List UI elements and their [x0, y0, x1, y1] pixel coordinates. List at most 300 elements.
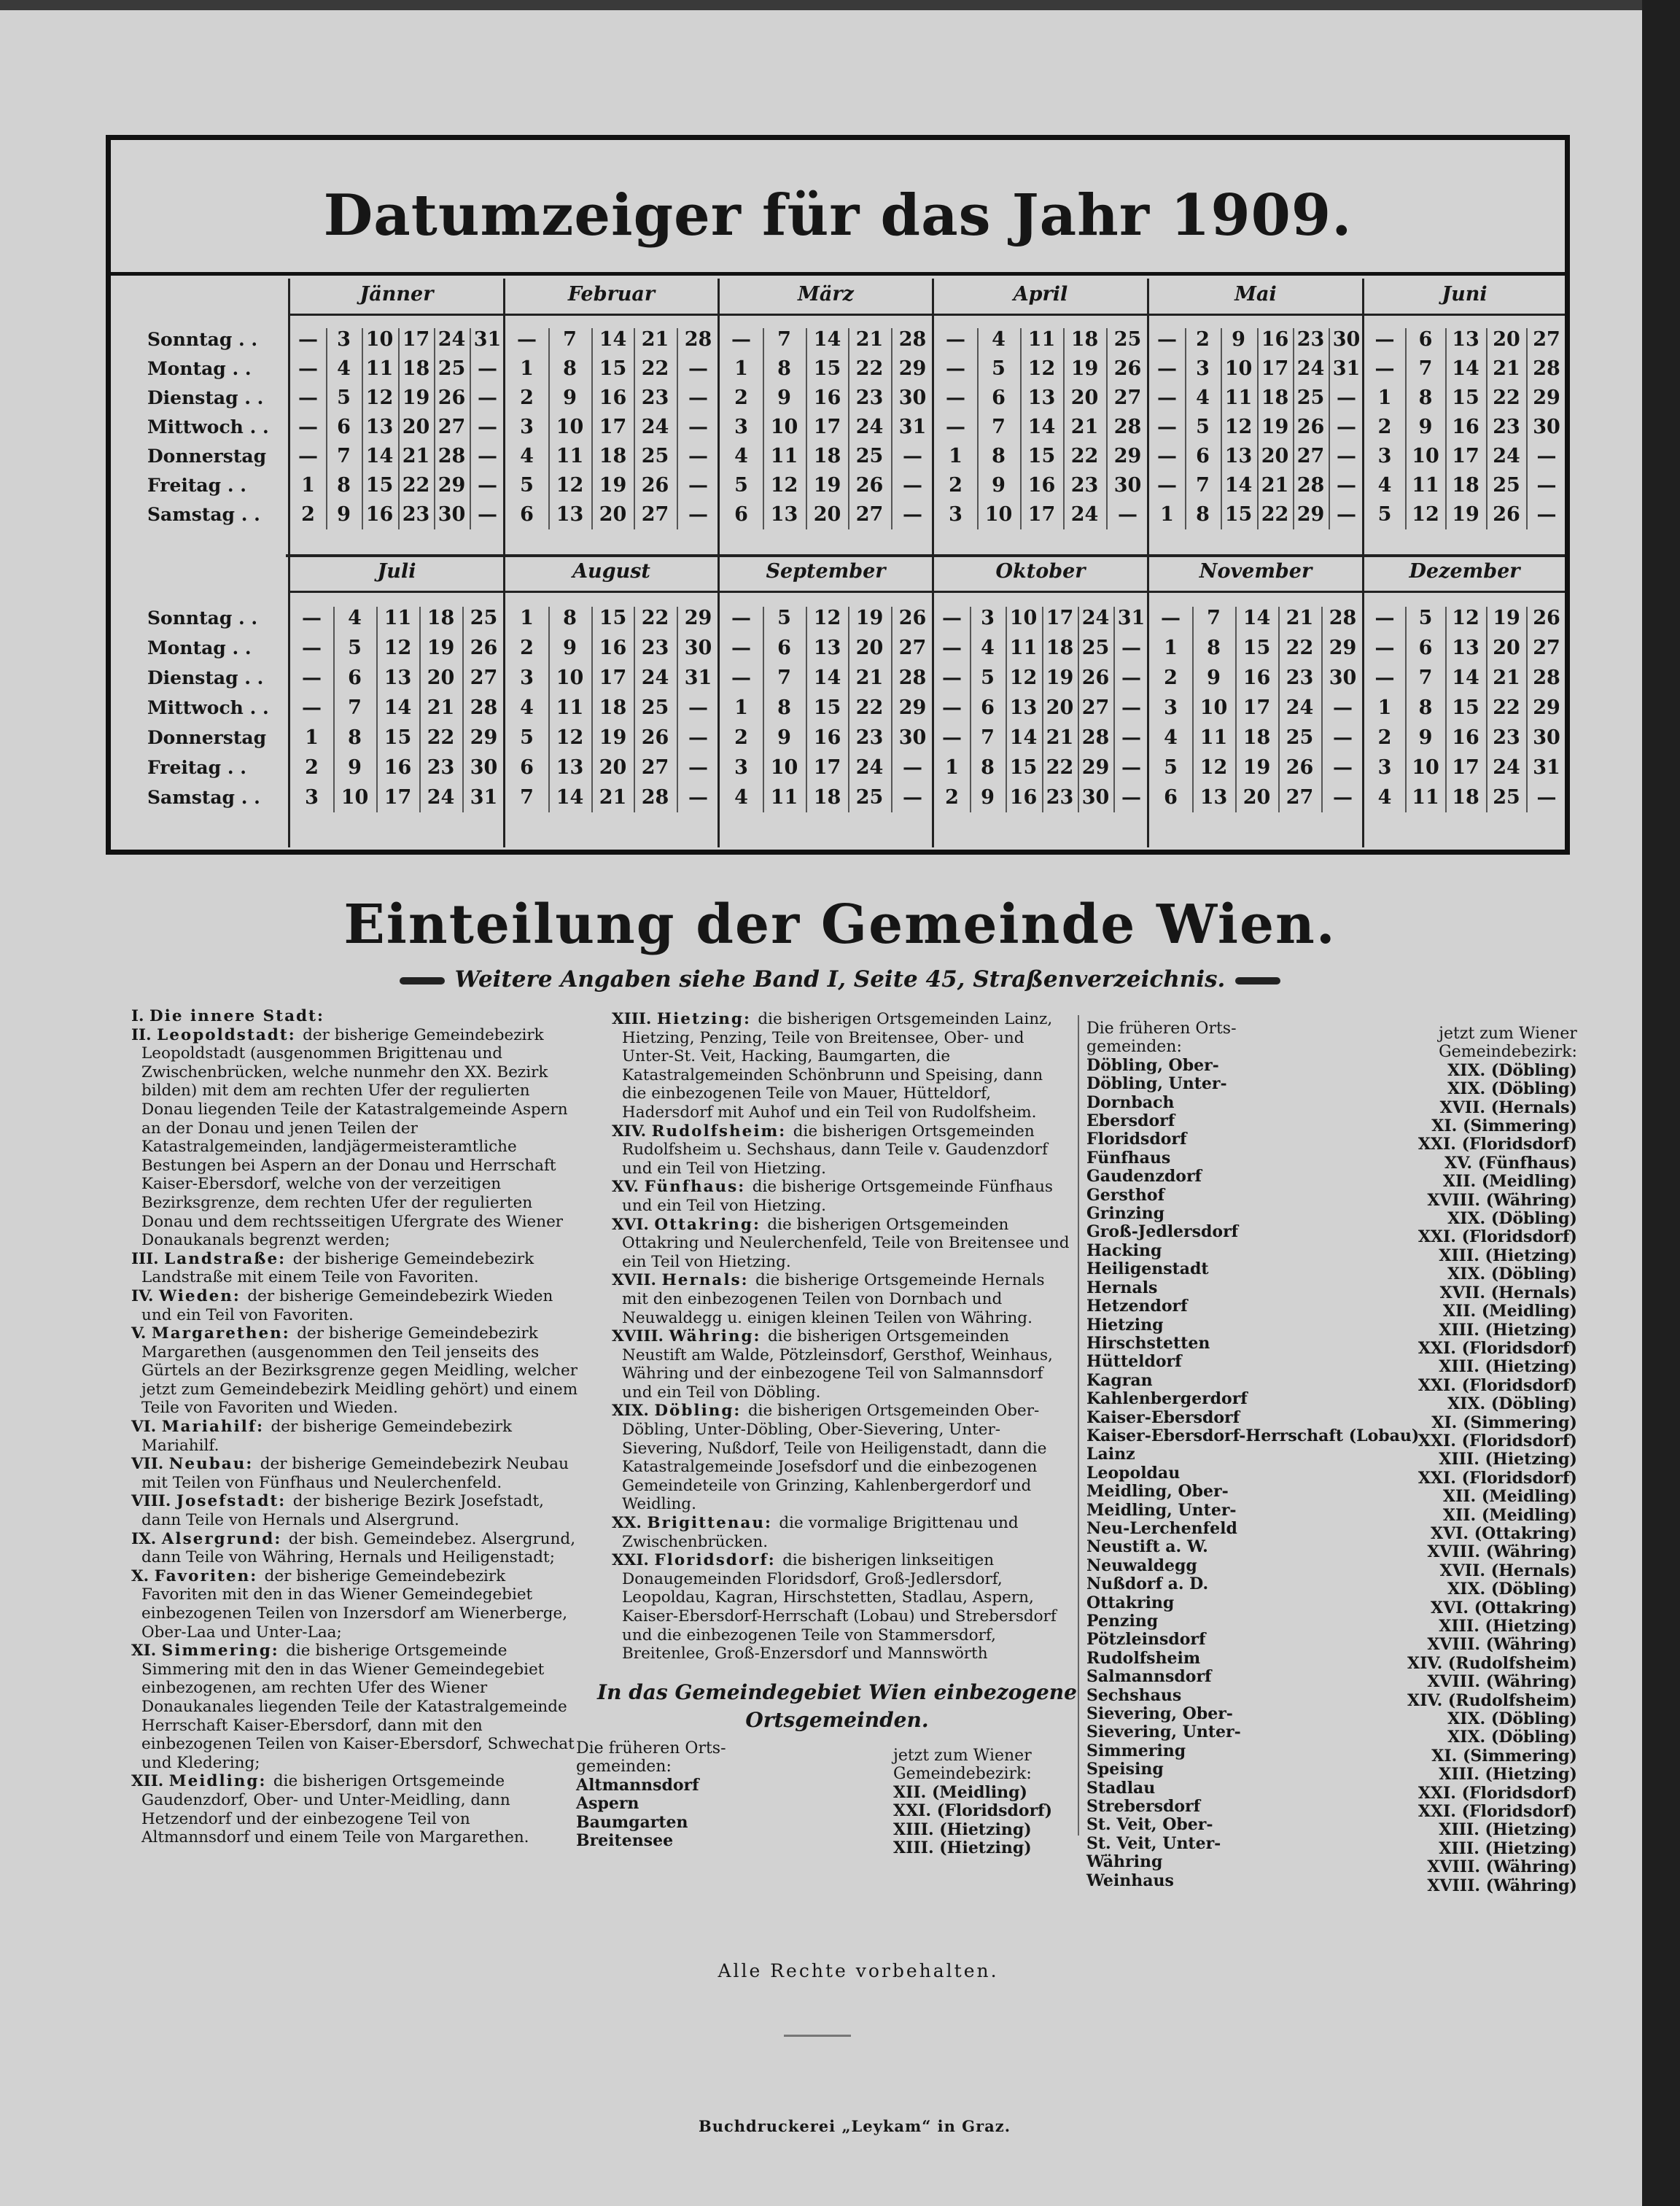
month-header-rule [505, 591, 718, 593]
day-cell: 9 [777, 387, 791, 409]
weekday-label: Montag . . [147, 637, 252, 659]
list-header-line: Gemeindebezirk: [893, 1765, 1032, 1784]
district-entry [115, 1287, 582, 1324]
day-cell: 29 [898, 357, 927, 380]
district-name: Landstraße: [164, 1249, 293, 1268]
day-cell: — [1161, 607, 1181, 629]
day-cell: 1 [1160, 503, 1174, 526]
day-cell: 22 [402, 474, 430, 497]
day-cell: 24 [1286, 696, 1314, 719]
day-cell: 12 [365, 387, 394, 409]
day-cell: 28 [898, 667, 927, 689]
day-cell: 5 [1196, 416, 1210, 438]
place-name: St. Veit, Unter- [1086, 1833, 1221, 1853]
day-cell: 8 [348, 726, 362, 749]
district-entry [596, 1010, 1071, 1122]
day-cell: 13 [384, 667, 412, 689]
place-name: Altmannsdorf [576, 1775, 699, 1795]
day-cell: 26 [641, 474, 669, 497]
day-cell: — [688, 756, 708, 779]
day-cell: — [946, 357, 965, 380]
day-cell: 7 [992, 416, 1006, 438]
day-cell: 22 [427, 726, 455, 749]
day-cell: 31 [473, 328, 502, 351]
day-cell: 5 [1164, 756, 1178, 779]
day-cell: 6 [337, 416, 351, 438]
day-cell: 8 [777, 357, 791, 380]
list-header-line: jetzt zum Wiener [893, 1747, 1032, 1765]
district-assignment: XIX. (Döbling) [1447, 1265, 1577, 1284]
place-name: Gersthof [1086, 1185, 1165, 1205]
day-cell: — [942, 607, 962, 629]
day-cell: 18 [1242, 726, 1271, 749]
day-cell: 30 [898, 726, 927, 749]
day-cell: — [1157, 445, 1177, 467]
day-cell: 17 [1261, 357, 1289, 380]
day-cell: 26 [438, 387, 466, 409]
day-cell: 27 [1081, 696, 1110, 719]
day-cell: 30 [898, 387, 927, 409]
day-cell: 19 [427, 637, 455, 659]
day-cell: 7 [563, 328, 577, 351]
day-cell: 18 [427, 607, 455, 629]
district-assignment: XXI. (Floridsdorf) [893, 1801, 1053, 1821]
day-cell: 27 [438, 416, 466, 438]
district-assignment: XVIII. (Währing) [1427, 1190, 1577, 1210]
districts-column-2 [596, 1010, 1071, 1663]
district-assignment: XIX. (Döbling) [1447, 1580, 1577, 1599]
day-cell: — [688, 474, 708, 497]
small-list-districts [893, 1747, 1052, 1857]
month-block [718, 556, 932, 847]
day-cell: — [903, 503, 922, 526]
place-name: Salmannsdorf [1086, 1667, 1212, 1687]
place-name: Kahlenbergerdorf [1086, 1389, 1248, 1409]
place-name: Dornbach [1086, 1092, 1175, 1112]
day-cell: 16 [1027, 474, 1056, 497]
district-name: Währing: [669, 1327, 768, 1346]
day-cell: 14 [1224, 474, 1253, 497]
day-cell: 10 [984, 503, 1013, 526]
district-assignment: XVII. (Hernals) [1439, 1098, 1577, 1117]
day-cell: 13 [1452, 637, 1479, 659]
district-assignment: XVIII. (Währing) [1427, 1876, 1577, 1895]
district-assignment: XIII. (Hietzing) [1439, 1765, 1577, 1784]
day-cell: 9 [992, 474, 1006, 497]
day-cell: 5 [1377, 503, 1392, 526]
day-cell: 8 [337, 474, 351, 497]
day-cell: 2 [520, 387, 534, 409]
day-cell: — [302, 667, 322, 689]
day-cell: 14 [1452, 667, 1479, 689]
day-cell: 24 [427, 786, 455, 809]
day-cell: 16 [1452, 416, 1479, 438]
district-assignment: XIII. (Hietzing) [1439, 1617, 1577, 1636]
day-cell: 25 [1296, 387, 1325, 409]
day-cell: — [731, 607, 751, 629]
day-cell: 18 [1452, 474, 1479, 497]
district-assignment: XIII. (Hietzing) [1439, 1357, 1577, 1377]
day-cell: 2 [305, 756, 319, 779]
district-assignment: XIII. (Hietzing) [1439, 1820, 1577, 1840]
district-description: die bisherigen Ortsgemeinden Rudolfsheim u. Sechshaus, dann Teile v. Gaudenzdorf und ein Teil von Hietzing. [622, 1122, 1048, 1178]
month-header-rule [934, 314, 1147, 316]
day-cell: — [478, 445, 497, 467]
day-cell: 19 [813, 474, 841, 497]
calendar-title: Datumzeiger für das Jahr 1909. [323, 182, 1353, 249]
day-cell: 28 [1533, 667, 1560, 689]
district-name: Ottakring: [654, 1215, 768, 1234]
day-cell: — [1337, 416, 1356, 438]
day-cell: 28 [641, 786, 669, 809]
weekday-label: Mittwoch . . [147, 697, 269, 718]
day-cell: 22 [1286, 637, 1314, 659]
day-cell: 8 [992, 445, 1006, 467]
day-cell: — [942, 667, 962, 689]
day-cell: 27 [470, 667, 498, 689]
day-cell: 16 [1261, 328, 1289, 351]
district-assignment: XXI. (Floridsdorf) [1418, 1468, 1577, 1488]
day-cell: — [903, 445, 922, 467]
district-entry [115, 1418, 582, 1455]
day-cell: 11 [1199, 726, 1228, 749]
day-cell: 12 [1452, 607, 1479, 629]
day-cell: 5 [1418, 607, 1433, 629]
place-name: Penzing [1086, 1612, 1159, 1631]
district-entry [115, 1567, 582, 1642]
place-name: Pötzleinsdorf [1086, 1630, 1206, 1650]
district-assignment: XIX. (Döbling) [1447, 1728, 1577, 1747]
day-cell: 1 [301, 474, 315, 497]
place-name: Neu-Lerchenfeld [1086, 1518, 1237, 1538]
month-block [718, 279, 932, 556]
day-cell: 25 [438, 357, 466, 380]
district-assignment: XVII. (Hernals) [1439, 1561, 1577, 1580]
district-assignment: XIII. (Hietzing) [1439, 1838, 1577, 1858]
day-cell: 12 [1412, 503, 1439, 526]
printer-imprint: Buchdruckerei „Leykam“ in Graz. [698, 2117, 1011, 2135]
day-cell: 10 [1224, 357, 1253, 380]
day-cell: 23 [1070, 474, 1099, 497]
district-number: III. [131, 1249, 165, 1268]
day-cell: — [1121, 637, 1141, 659]
subtitle-text: Weitere Angaben siehe Band I, Seite 45, Straßenverzeichnis. [454, 966, 1226, 993]
day-cell: 14 [1242, 607, 1271, 629]
day-cell: 9 [1232, 328, 1245, 351]
district-description: der bish. Gemeindebez. Alsergrund, dann Teile von Währing, Hernals und Heiligenstadt; [141, 1529, 576, 1567]
day-cell: 26 [1286, 756, 1314, 779]
day-cell: 22 [1046, 756, 1074, 779]
district-number: XIII. [612, 1010, 657, 1028]
day-cell: 3 [1196, 357, 1210, 380]
month-name: September [766, 560, 886, 583]
day-cell: 12 [556, 474, 584, 497]
day-cell: — [1374, 667, 1395, 689]
day-cell: — [731, 637, 751, 659]
day-cell: 10 [556, 667, 584, 689]
day-cell: — [1121, 667, 1141, 689]
day-cell: 25 [1493, 786, 1520, 809]
district-entry [115, 1007, 582, 1026]
day-cell: — [946, 387, 965, 409]
place-name: Heiligenstadt [1086, 1259, 1209, 1279]
place-name: Weinhaus [1086, 1871, 1174, 1890]
day-cell: 6 [992, 387, 1006, 409]
district-assignment: XIV. (Rudolfsheim) [1407, 1690, 1577, 1710]
day-cell: 20 [1046, 696, 1074, 719]
day-cell: 1 [734, 357, 748, 380]
day-cell: 31 [684, 667, 712, 689]
day-cell: 1 [520, 607, 534, 629]
day-cell: 19 [1070, 357, 1099, 380]
month-name: März [798, 283, 854, 306]
day-cell: 23 [641, 637, 669, 659]
day-cell: 7 [1418, 357, 1433, 380]
day-cell: 28 [1329, 607, 1357, 629]
place-name: Kaiser-Ebersdorf-Herrschaft (Lobau) [1086, 1426, 1420, 1445]
day-cell: 20 [1261, 445, 1289, 467]
day-cell: 2 [949, 474, 962, 497]
day-cell: 29 [470, 726, 498, 749]
day-cell: 30 [1332, 328, 1361, 351]
month-header-rule [290, 314, 503, 316]
day-cell: 10 [556, 416, 584, 438]
big-list-districts [1407, 1025, 1577, 1895]
day-cell: 10 [770, 416, 798, 438]
day-cell: 22 [641, 357, 669, 380]
district-assignment: XIII. (Hietzing) [893, 1838, 1032, 1858]
day-cell: — [1157, 416, 1177, 438]
day-cell: 30 [1533, 726, 1560, 749]
day-cell: 9 [348, 756, 362, 779]
place-name: Hütteldorf [1086, 1352, 1182, 1372]
day-cell: 9 [1207, 667, 1221, 689]
district-assignment: XII. (Meidling) [1442, 1505, 1577, 1525]
day-cell: 18 [1452, 786, 1479, 809]
district-entry [596, 1402, 1071, 1514]
district-assignment: XII. (Meidling) [1442, 1487, 1577, 1507]
district-description: die bisherige Ortsgemeinde Fünfhaus und ein Teil von Hietzing. [622, 1178, 1053, 1215]
day-cell: 13 [1199, 786, 1228, 809]
day-cell: 18 [1070, 328, 1099, 351]
district-assignment: XXI. (Floridsdorf) [1418, 1802, 1577, 1822]
day-cell: 19 [599, 726, 627, 749]
district-assignment: XXI. (Floridsdorf) [1418, 1783, 1577, 1803]
day-cell: 19 [1242, 756, 1271, 779]
month-header-rule [720, 314, 932, 316]
day-cell: 11 [1009, 637, 1038, 659]
day-cell: 17 [813, 416, 841, 438]
day-cell: 6 [520, 756, 534, 779]
place-name: Hacking [1086, 1240, 1162, 1260]
day-cell: 28 [1113, 416, 1142, 438]
day-cell: 11 [1027, 328, 1056, 351]
day-cell: 20 [1070, 387, 1099, 409]
day-cell: — [903, 756, 922, 779]
day-cell: 10 [1199, 696, 1228, 719]
day-cell: 20 [599, 756, 627, 779]
district-entry [596, 1178, 1071, 1215]
day-cell: 17 [599, 416, 627, 438]
district-name: Alsergrund: [161, 1529, 289, 1548]
district-assignment: XVI. (Ottakring) [1431, 1598, 1577, 1617]
place-name: Rudolfsheim [1086, 1648, 1201, 1668]
day-cell: 23 [855, 387, 884, 409]
day-cell: 24 [1493, 756, 1520, 779]
day-cell: 14 [1027, 416, 1056, 438]
day-cell: 1 [305, 726, 319, 749]
day-cell: 8 [1196, 503, 1210, 526]
month-header-rule [720, 591, 932, 593]
day-cell: 30 [684, 637, 712, 659]
month-name: Juli [377, 560, 416, 583]
day-cell: 18 [813, 445, 841, 467]
day-cell: — [1157, 328, 1177, 351]
day-cell: 13 [1224, 445, 1253, 467]
day-cell: 27 [641, 503, 669, 526]
day-cell: 14 [384, 696, 412, 719]
day-cell: 10 [770, 756, 798, 779]
weekday-label: Donnerstag [147, 446, 267, 467]
place-name: Hietzing [1086, 1315, 1164, 1335]
day-cell: 6 [1418, 637, 1433, 659]
district-assignment: XIX. (Döbling) [1447, 1060, 1577, 1080]
place-name: Währing [1086, 1852, 1163, 1872]
district-name: Meidling: [168, 1772, 273, 1791]
day-cell: — [731, 667, 751, 689]
day-cell: 7 [337, 445, 351, 467]
day-cell: 20 [599, 503, 627, 526]
month-name: April [1013, 283, 1068, 306]
district-name: Rudolfsheim: [651, 1122, 793, 1141]
day-cell: 15 [365, 474, 394, 497]
district-entry [115, 1492, 582, 1529]
day-cell: 2 [945, 786, 959, 809]
day-cell: 23 [855, 726, 884, 749]
day-cell: — [302, 637, 322, 659]
weekday-label: Mittwoch . . [147, 416, 269, 438]
month-name: Oktober [995, 560, 1086, 583]
day-cell: 25 [1081, 637, 1110, 659]
weekday-label: Freitag . . [147, 757, 246, 778]
district-assignment: XIII. (Hietzing) [1439, 1246, 1577, 1265]
day-cell: 3 [981, 607, 995, 629]
day-cell: 19 [1261, 416, 1289, 438]
day-cell: — [298, 445, 318, 467]
day-cell: 26 [1296, 416, 1325, 438]
place-name: St. Veit, Ober- [1086, 1815, 1213, 1835]
month-name: August [572, 560, 650, 583]
day-cell: 12 [556, 726, 584, 749]
day-cell: — [688, 357, 708, 380]
month-header-rule [934, 591, 1147, 593]
day-cell: 9 [563, 387, 577, 409]
day-cell: 16 [599, 637, 627, 659]
day-cell: 17 [813, 756, 841, 779]
day-cell: 24 [1081, 607, 1110, 629]
day-cell: — [478, 387, 497, 409]
day-cell: 3 [734, 416, 748, 438]
weekday-label: Freitag . . [147, 475, 246, 496]
day-cell: 5 [992, 357, 1006, 380]
day-cell: — [517, 328, 537, 351]
day-cell: — [1337, 474, 1356, 497]
month-block [503, 556, 718, 847]
day-cell: 6 [520, 503, 534, 526]
day-cell: 6 [981, 696, 995, 719]
day-cell: 23 [1046, 786, 1074, 809]
day-cell: 20 [1242, 786, 1271, 809]
district-number: XXI. [612, 1551, 655, 1570]
district-name: Die innere Stadt: [149, 1007, 324, 1025]
day-cell: 31 [1533, 756, 1560, 779]
district-number: IV. [131, 1286, 159, 1305]
month-name: Dezember [1409, 560, 1520, 583]
day-cell: 4 [1164, 726, 1178, 749]
place-name: Lainz [1086, 1445, 1135, 1464]
place-name: Breitensee [576, 1831, 674, 1851]
place-name: Aspern [576, 1794, 639, 1814]
day-cell: 31 [898, 416, 927, 438]
day-cell: 6 [1418, 328, 1433, 351]
day-cell: 18 [402, 357, 430, 380]
day-cell: 16 [365, 503, 394, 526]
month-header-rule [1364, 314, 1565, 316]
district-number: XII. [131, 1772, 169, 1791]
day-cell: 13 [365, 416, 394, 438]
day-cell: 17 [599, 667, 627, 689]
day-cell: 6 [1196, 445, 1210, 467]
day-cell: 28 [1081, 726, 1110, 749]
place-name: Sievering, Unter- [1086, 1723, 1241, 1742]
day-cell: 23 [402, 503, 430, 526]
day-cell: 23 [427, 756, 455, 779]
day-cell: — [1536, 474, 1557, 497]
district-description: der bisherige Gemeindebezirk Neubau mit Teilen von Fünfhaus und Neulerchenfeld. [141, 1455, 569, 1492]
day-cell: 12 [1199, 756, 1228, 779]
day-cell: 20 [1493, 637, 1520, 659]
day-cell: 12 [384, 637, 412, 659]
month-block [288, 556, 503, 847]
district-name: Margarethen: [151, 1324, 298, 1343]
day-cell: 9 [981, 786, 995, 809]
day-cell: — [478, 357, 497, 380]
day-cell: 31 [1332, 357, 1361, 380]
day-cell: 13 [1027, 387, 1056, 409]
district-entry [596, 1327, 1071, 1402]
place-name: Groß-Jedlersdorf [1086, 1222, 1239, 1242]
day-cell: 13 [813, 637, 841, 659]
month-name: November [1199, 560, 1312, 583]
day-cell: 11 [1412, 786, 1439, 809]
place-name: Döbling, Unter- [1086, 1074, 1227, 1094]
day-cell: 20 [1493, 328, 1520, 351]
district-number: II. [131, 1025, 158, 1044]
day-cell: 15 [1009, 756, 1038, 779]
day-cell: 7 [348, 696, 362, 719]
district-assignment: XIX. (Döbling) [1447, 1079, 1577, 1099]
day-cell: 15 [813, 696, 841, 719]
district-description: die bisherigen Ortsgemeinden Neustift am Walde, Pötzleinsdorf, Gersthof, Weinhaus, Währing und der einbezogene Teil von Salmannsdorf und ein Teil von Döbling. [622, 1327, 1053, 1402]
month-block [288, 279, 503, 556]
district-description: der bisherige Gemeindebezirk Landstraße mit einem Teile von Favoriten. [141, 1249, 534, 1287]
day-cell: 14 [599, 328, 627, 351]
month-block [1147, 556, 1362, 847]
day-cell: 11 [365, 357, 394, 380]
month-block [1362, 279, 1565, 556]
day-cell: — [1536, 503, 1557, 526]
day-cell: 31 [470, 786, 498, 809]
